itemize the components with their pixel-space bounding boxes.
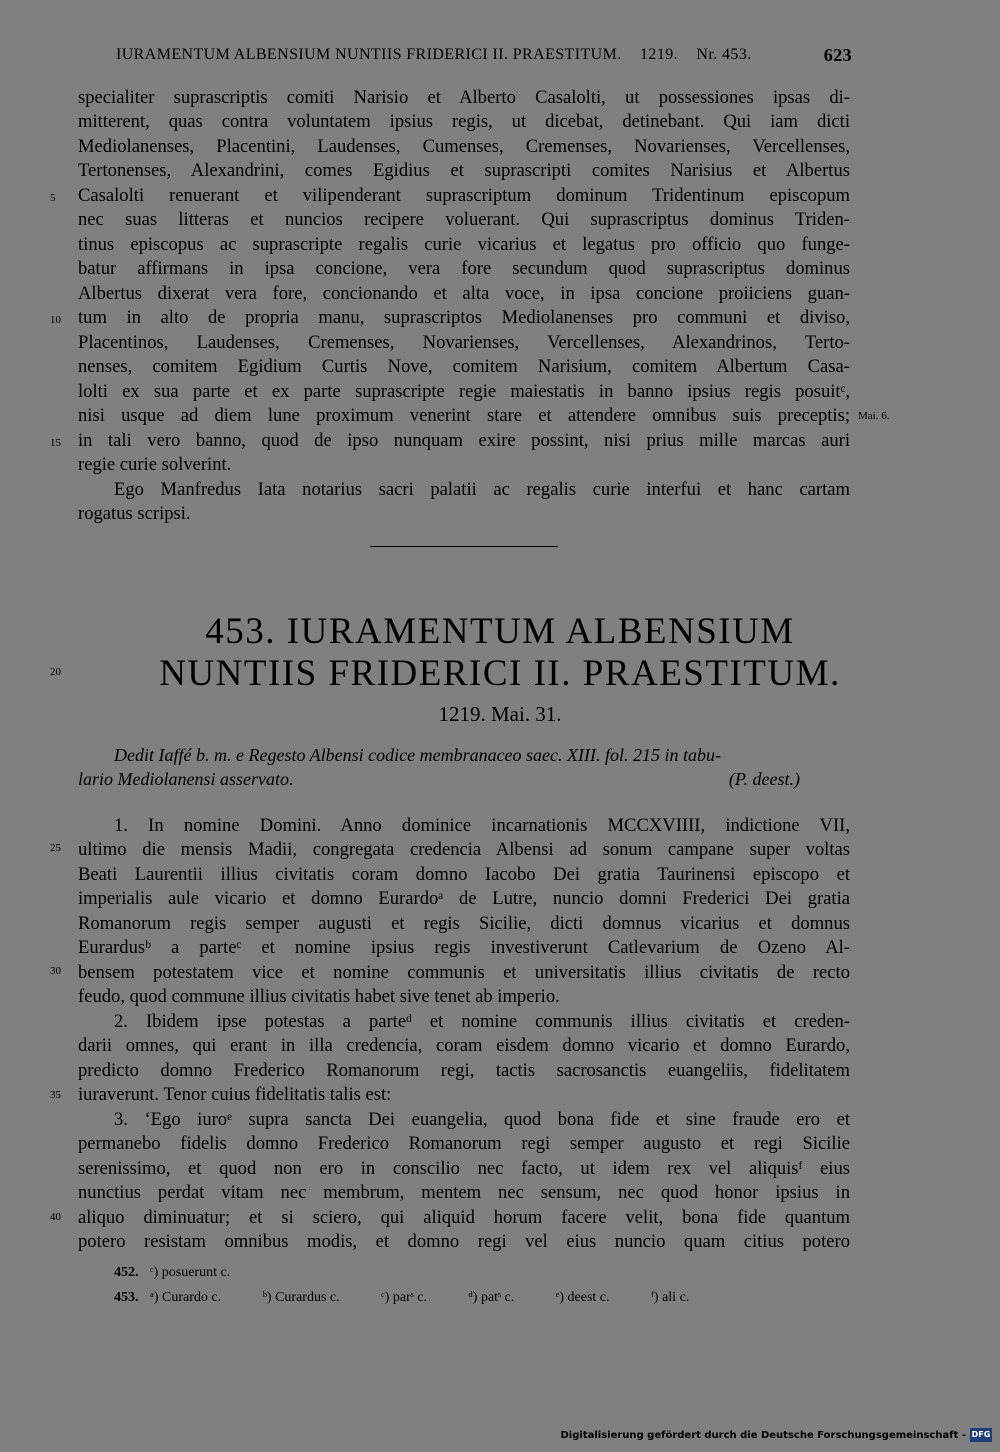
text-line: predicto domno Frederico Romanorum regi, tactis sacrosanctis euangeliis, fidelitatem bbox=[78, 1060, 850, 1081]
source-note-line bbox=[78, 767, 850, 791]
text-line: 1. In nomine Domini. Anno dominice incarnationis MCCXVIIII, indictione VII, bbox=[114, 815, 850, 836]
footnote: ᵉ) deest c. bbox=[555, 1290, 610, 1305]
margin-date: Mai. 6. bbox=[858, 410, 890, 422]
text-line: Romanorum regis semper augusti et regis Sicilie, dicti domnus vicarius et domnus bbox=[78, 913, 850, 934]
text-line: mitterent, quas contra voluntatem ipsius regis, ut dicebat, detinebant. Qui iam dicti bbox=[78, 111, 850, 132]
text-line: feudo, quod commune illius civitatis habet sive tenet ab imperio. bbox=[78, 986, 560, 1007]
running-head-title: IURAMENTUM ALBENSIUM NUNTIIS FRIDERICI II. PRAESTITUM. bbox=[116, 46, 622, 63]
line-number: 35 bbox=[50, 1089, 61, 1101]
text-line: Eurardusᵇ a parteᶜ et nomine ipsius regis investiverunt Catlevarium de Ozeno Al- bbox=[78, 937, 850, 958]
footnote: ᵇ) Curardus c. bbox=[262, 1290, 340, 1305]
section-divider bbox=[370, 546, 558, 547]
text-line: specialiter suprascriptis comiti Narisio et Alberto Casalolti, ut possessiones ipsas di- bbox=[78, 87, 850, 108]
dfg-logo: DFG bbox=[970, 1428, 992, 1442]
line-number: 40 bbox=[50, 1211, 61, 1223]
footnote: ᵈ) patˢ c. bbox=[468, 1290, 515, 1305]
text-line: Beati Laurentii illius civitatis coram domno Iacobo Dei gratia Taurinensi episcopo et bbox=[78, 864, 850, 885]
source-note-edition: (P. deest.) bbox=[728, 769, 800, 789]
document-title-line-1: 453. IURAMENTUM ALBENSIUM bbox=[205, 611, 795, 652]
footnotes-452 bbox=[114, 1265, 268, 1281]
page-number: 623 bbox=[823, 45, 852, 65]
text-line: tum in alto de propria manu, suprascriptos Mediolanenses pro communi et diviso, bbox=[78, 307, 850, 328]
footnote: ᶜ) posuerunt c. bbox=[150, 1265, 231, 1280]
text-line: Placentinos, Laudenses, Cremenses, Novarienses, Vercellenses, Alexandrinos, Terto- bbox=[78, 332, 850, 353]
text-line: iuraverunt. Tenor cuius fidelitatis talis est: bbox=[78, 1084, 392, 1105]
line-number: 30 bbox=[50, 965, 61, 977]
line-number: 25 bbox=[50, 842, 61, 854]
text-line: Mediolanenses, Placentini, Laudenses, Cumenses, Cremenses, Novarienses, Vercellenses, bbox=[78, 136, 850, 157]
document-date: 1219. Mai. 31. bbox=[438, 702, 562, 726]
line-number: 15 bbox=[50, 437, 61, 449]
text-line: tinus episcopus ac suprascripte regalis curie vicarius et legatus pro officio quo funge- bbox=[78, 234, 850, 255]
text-line: 3. ‘Ego iuroᵉ supra sancta Dei euangelia, quod bona fide et sine fraude ero et bbox=[114, 1109, 850, 1130]
line-number: 20 bbox=[50, 666, 61, 678]
digitization-credit: Digitalisierung gefördert durch die Deutsche Forschungsgemeinschaft - bbox=[560, 1430, 966, 1441]
text-line: Tertonenses, Alexandrini, comes Egidius et suprascripti comites Narisius et Albertus bbox=[78, 160, 850, 181]
text-line: 2. Ibidem ipse potestas a parteᵈ et nomine communis illius civitatis et creden- bbox=[114, 1011, 850, 1032]
text-line: nunctius perdat vitam nec membrum, mentem nec sensum, nec quod honor ipsius in bbox=[78, 1182, 850, 1203]
text-line: nenses, comitem Egidium Curtis Nove, comitem Narisium, comitem Albertum Casa- bbox=[78, 356, 850, 377]
text-line: lolti ex sua parte et ex parte suprascripte regie maiestatis in banno ipsius regis posuitᶜ, bbox=[78, 381, 850, 402]
text-line: Albertus dixerat vera fore, concionando et alta voce, in ipsa concione proiiciens guan- bbox=[78, 283, 850, 304]
text-line: potero resistam omnibus modis, et domno regi vel eius nuncio quam citius potero bbox=[78, 1231, 850, 1252]
source-note-line: Dedit Iaffé b. m. e Regesto Albensi codice membranaceo saec. XIII. fol. 215 in tabu- bbox=[114, 745, 722, 765]
text-line: batur affirmans in ipsa concione, vera fore secundum quod suprascriptus dominus bbox=[78, 258, 850, 279]
line-number: 10 bbox=[50, 314, 61, 326]
text-line: bensem potestatem vice et nomine communis et universitatis illius civitatis de recto bbox=[78, 962, 850, 983]
text-line: permanebo fidelis domno Frederico Romanorum regi semper augusto et regi Sicilie bbox=[78, 1133, 850, 1154]
footnote: ᶠ) ali c. bbox=[651, 1290, 690, 1305]
line-number: 5 bbox=[50, 192, 56, 204]
text-line: aliquo diminuatur; et si sciero, qui aliquid horum facere velit, bona fide quantum bbox=[78, 1207, 850, 1228]
text-line: regie curie solverint. bbox=[78, 454, 232, 475]
text-line: serenissimo, et quod non ero in conscilio nec facto, ut idem rex vel aliquisᶠ eius bbox=[78, 1158, 850, 1179]
footnote-doc-label: 453. bbox=[114, 1290, 139, 1305]
text-line: imperialis aule vicario et domno Eurardoᵃ de Lutre, nuncio domni Frederici Dei gratia bbox=[78, 888, 850, 909]
source-note-text: lario Mediolanensi asservato. bbox=[78, 769, 294, 789]
running-head bbox=[116, 46, 852, 64]
text-line: Casalolti renuerant et vilipenderant suprascriptum dominum Tridentinum episcopum bbox=[78, 185, 850, 206]
footnote: ᵃ) Curardo c. bbox=[150, 1290, 222, 1305]
text-line: Ego Manfredus Iata notarius sacri palatii ac regalis curie interfui et hanc cartam bbox=[114, 479, 850, 500]
text-line: nec suas litteras et nuncios recipere voluerant. Qui suprascriptus dominus Triden- bbox=[78, 209, 850, 230]
running-head-year: 1219. bbox=[640, 46, 679, 63]
document-title-line-2: NUNTIIS FRIDERICI II. PRAESTITUM. bbox=[159, 653, 841, 694]
text-line: nisi usque ad diem lune proximum venerint stare et attendere omnibus suis preceptis; bbox=[78, 405, 850, 426]
text-line: darii omnes, qui erant in illa credencia, coram eisdem domno vicario et domno Eurardo, bbox=[78, 1035, 850, 1056]
running-head-number: Nr. 453. bbox=[696, 46, 752, 63]
text-line: ultimo die mensis Madii, congregata credencia Albensi ad sonum campane super voltas bbox=[78, 839, 850, 860]
footnote: ᶜ) parˢ c. bbox=[381, 1290, 427, 1305]
text-line: rogatus scripsi. bbox=[78, 503, 191, 524]
footnotes-453 bbox=[114, 1290, 727, 1306]
footnote-doc-label: 452. bbox=[114, 1265, 139, 1280]
text-line: in tali vero banno, quod de ipso nunquam exire possint, nisi prius mille marcas auri bbox=[78, 430, 850, 451]
